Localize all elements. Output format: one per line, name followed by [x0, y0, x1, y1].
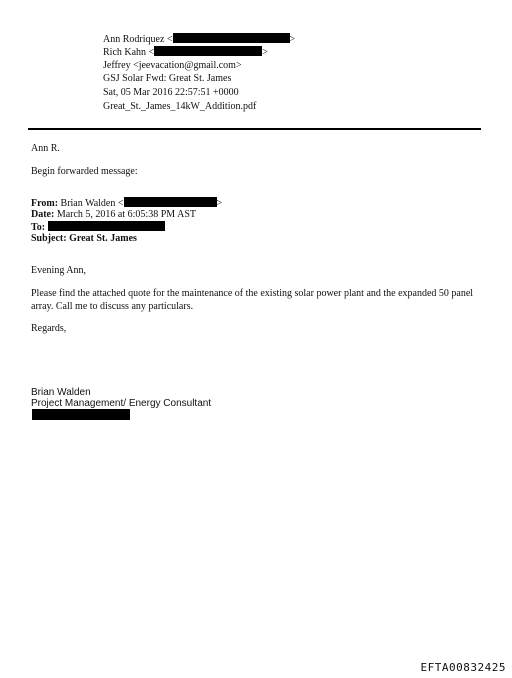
fwd-date-label: Date:: [31, 209, 55, 220]
header-from-bracket: >: [289, 34, 296, 45]
fwd-to-label: To:: [31, 222, 46, 233]
fwd-subject-label: Subject:: [31, 233, 67, 244]
fwd-from-value: Brian Walden <: [60, 198, 124, 209]
header-from-name: Ann Rodriquez <: [103, 34, 173, 45]
header-from-value: [103, 33, 295, 47]
fwd-date-row: [31, 209, 196, 221]
redaction-box: [32, 409, 130, 420]
signature-title: Project Management/ Energy Consultant: [31, 398, 212, 409]
fwd-date-value: March 5, 2016 at 6:05:38 PM AST: [56, 209, 196, 220]
redaction-box: [48, 221, 165, 231]
header-cc-value: Jeffrey <jeevacation@gmail.com>: [103, 60, 242, 71]
header-divider: [28, 128, 481, 130]
header-subject-value: GSJ Solar Fwd: Great St. James: [103, 73, 232, 84]
fwd-from-label: From:: [31, 198, 59, 209]
header-to-bracket: >: [262, 47, 268, 58]
fwd-subject-value: Great St. James: [69, 233, 137, 244]
forward-intro: Begin forwarded message:: [31, 166, 138, 177]
signature-name: Brian Walden: [31, 387, 91, 398]
bates-number: EFTA00832425: [420, 661, 506, 674]
message-line-2: array. Call me to discuss any particulars.: [31, 301, 194, 312]
redaction-box: [173, 33, 290, 43]
sender-signoff: Ann R.: [31, 143, 60, 154]
redaction-box: [154, 46, 262, 56]
fwd-from-bracket: >: [216, 198, 223, 209]
message-salutation: Evening Ann,: [31, 265, 86, 276]
header-to-name: Rich Kahn <: [103, 47, 155, 58]
message-closing: Regards,: [31, 323, 67, 334]
header-attachments-value[interactable]: Great_St._James_14kW_Addition.pdf: [103, 101, 257, 112]
fwd-subject-row: [31, 233, 137, 245]
header-to-value: [103, 46, 268, 60]
message-line-1: Please find the attached quote for the maintenance of the existing solar power plant and the expanded 50 panel: [31, 288, 474, 299]
header-date-value: Sat, 05 Mar 2016 22:57:51 +0000: [103, 87, 239, 98]
redaction-box: [124, 197, 217, 207]
